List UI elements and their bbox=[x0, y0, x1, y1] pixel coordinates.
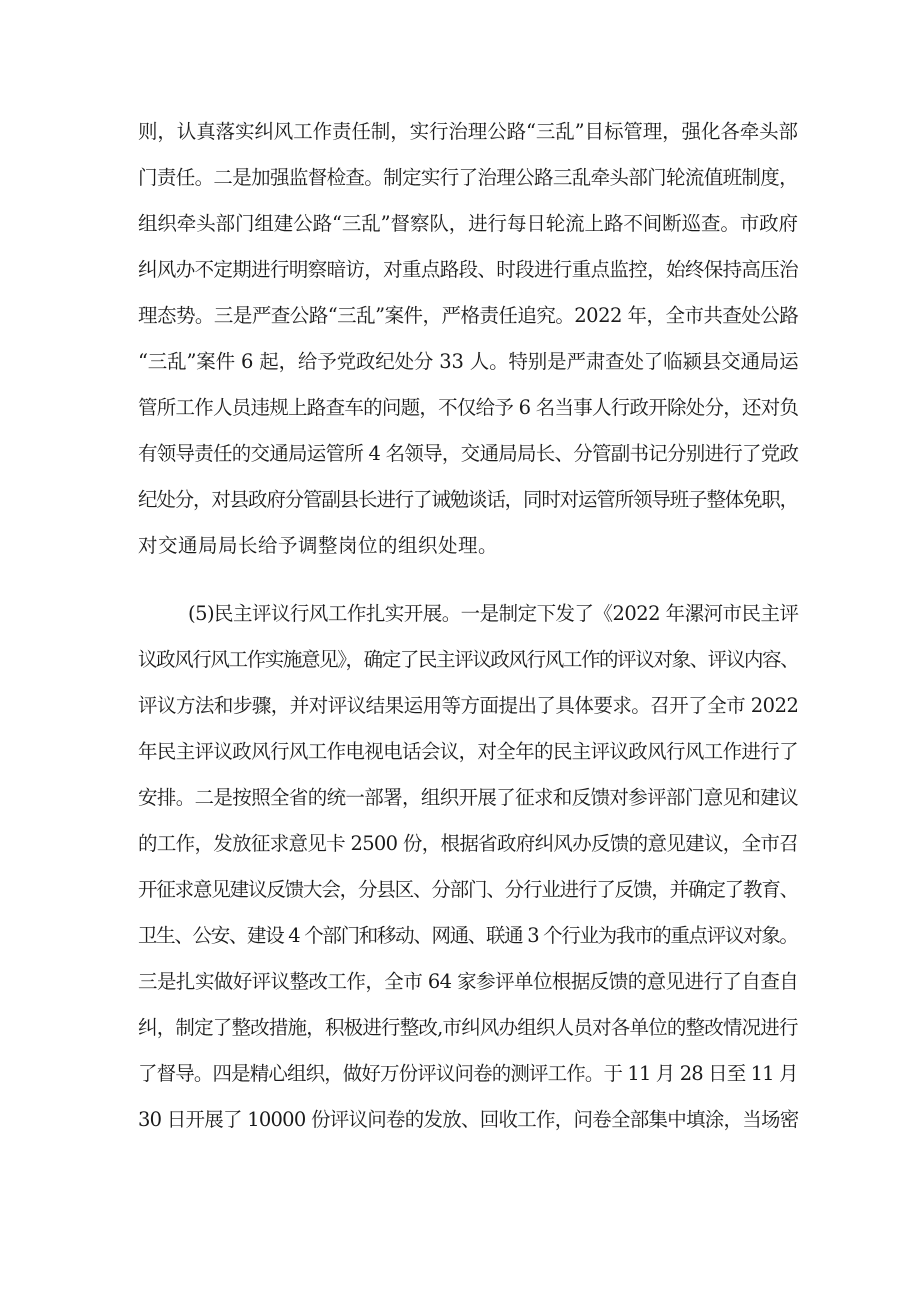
text-line: 管所工作人员违规上路查车的问题，不仅给予 6 名当事人行政开除处分，还对负 bbox=[138, 396, 799, 419]
text-line: 则，认真落实纠风工作责任制，实行治理公路“三乱”目标管理，强化各牵头部 bbox=[138, 120, 798, 143]
text-line: 了督导。四是精心组织，做好万份评议问卷的测评工作。于 11 月 28 日至 11 月 bbox=[138, 1062, 798, 1085]
text-line: 纠风办不定期进行明察暗访，对重点路段、时段进行重点监控，始终保持高压治 bbox=[138, 258, 799, 281]
text-line: 组织牵头部门组建公路“三乱”督察队，进行每日轮流上路不间断巡查。市政府 bbox=[138, 212, 798, 235]
text-line: 30 日开展了 10000 份评议问卷的发放、回收工作，问卷全部集中填涂，当场密 bbox=[138, 1108, 799, 1131]
text-line: 安排。二是按照全省的统一部署，组织开展了征求和反馈对参评部门意见和建议 bbox=[138, 786, 799, 809]
text-line: 纠，制定了整改措施，积极进行整改,市纠风办组织人员对各单位的整改情况进行 bbox=[138, 1016, 798, 1039]
text-line: 评议方法和步骤，并对评议结果运用等方面提出了具体要求。召开了全市 2022 bbox=[138, 694, 799, 717]
text-line: 纪处分，对县政府分管副县长进行了诫勉谈话，同时对运管所领导班子整体免职， bbox=[138, 488, 799, 511]
text-line: (5)民主评议行风工作扎实开展。一是制定下发了《2022 年漯河市民主评 bbox=[188, 602, 799, 625]
text-line: 年民主评议政风行风工作电视电话会议，对全年的民主评议政风行风工作进行了 bbox=[138, 740, 799, 763]
text-line: 议政风行风工作实施意见》，确定了民主评议政风行风工作的评议对象、评议内容、 bbox=[138, 648, 799, 671]
text-line: 开征求意见建议反馈大会，分县区、分部门、分行业进行了反馈，并确定了教育、 bbox=[138, 878, 799, 901]
text-line: 门责任。二是加强监督检查。制定实行了治理公路三乱牵头部门轮流值班制度， bbox=[138, 166, 799, 189]
text-line: 的工作，发放征求意见卡 2500 份，根据省政府纠风办反馈的意见建议，全市召 bbox=[138, 832, 799, 855]
text-line: “三乱”案件 6 起，给予党政纪处分 33 人。特别是严肃查处了临颍县交通局运 bbox=[138, 350, 799, 373]
text-line: 对交通局局长给予调整岗位的组织处理。 bbox=[138, 534, 499, 557]
text-line: 有领导责任的交通局运管所 4 名领导，交通局局长、分管副书记分别进行了党政 bbox=[138, 442, 799, 465]
text-line: 卫生、公安、建设 4 个部门和移动、网通、联通 3 个行业为我市的重点评议对象。 bbox=[138, 924, 798, 947]
text-line: 三是扎实做好评议整改工作，全市 64 家参评单位根据反馈的意见进行了自查自 bbox=[138, 970, 799, 993]
text-line: 理态势。三是严查公路“三乱”案件，严格责任追究。2022 年，全市共查处公路 bbox=[138, 304, 799, 327]
